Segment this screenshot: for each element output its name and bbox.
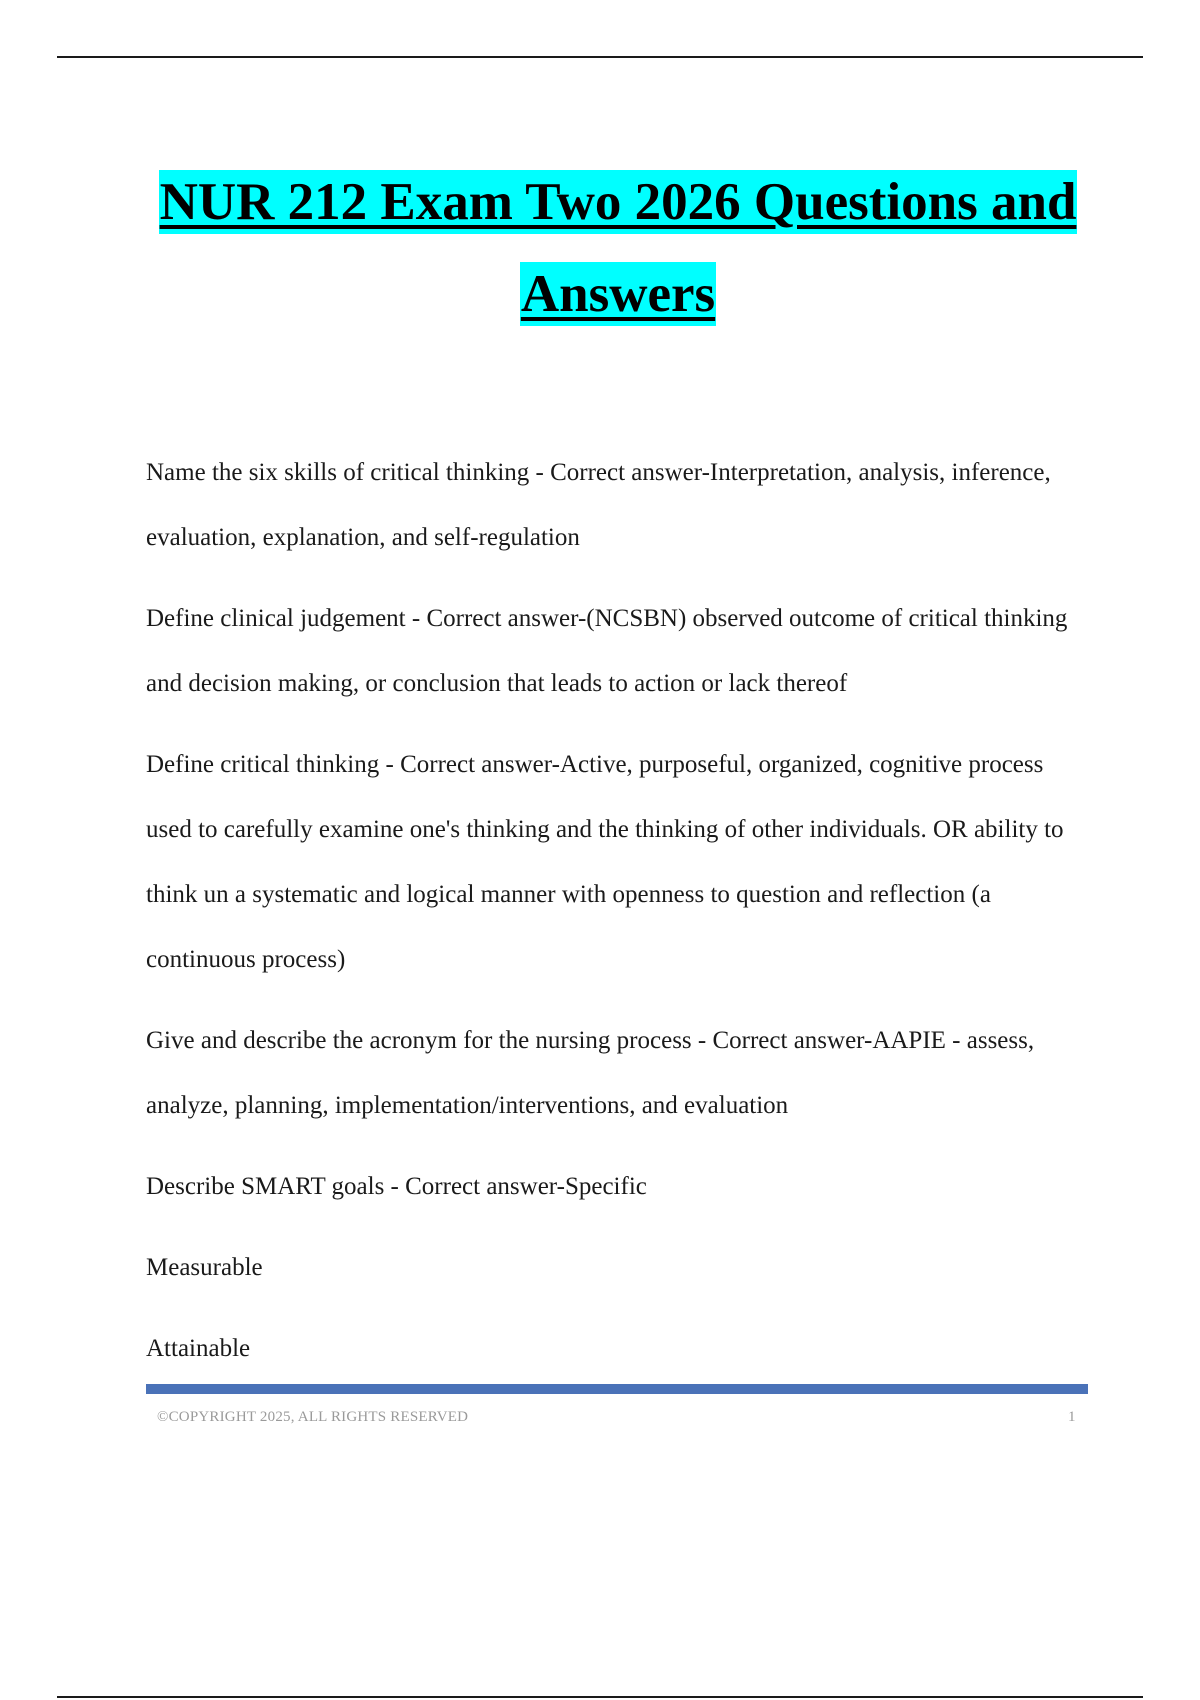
qa-entry-1: Name the six skills of critical thinking - Correct answer-Interpretation, analysis, inference, evaluation, explanation, and self-regulation [146, 459, 1051, 551]
footer-bar [146, 1384, 1088, 1394]
qa-entry-6: Measurable [146, 1254, 263, 1281]
bottom-rule [57, 1696, 1143, 1698]
qa-entry-4: Give and describe the acronym for the nursing process - Correct answer-AAPIE - assess, analyze, planning, implementation/interventions, and evaluation [146, 1027, 1035, 1119]
qa-list [146, 440, 1092, 1397]
title-line-2: Answers [520, 262, 716, 326]
qa-entry-2: Define clinical judgement - Correct answer-(NCSBN) observed outcome of critical thinking and decision making, or conclusion that leads to action or lack thereof [146, 605, 1068, 697]
title-line-1: NUR 212 Exam Two 2026 Questions and [159, 170, 1078, 234]
page-number: 1 [1068, 1409, 1076, 1425]
footer-copyright: ©COPYRIGHT 2025, ALL RIGHTS RESERVED [157, 1409, 469, 1425]
qa-entry-7: Attainable [146, 1335, 251, 1362]
qa-entry-3: Define critical thinking - Correct answer-Active, purposeful, organized, cognitive process used to carefully examine one's thinking and the thinking of other individuals. OR ability to think un a systematic and logical manner with openness to question and reflection (a continuous process) [146, 751, 1064, 973]
qa-entry-5: Describe SMART goals - Correct answer-Specific [146, 1173, 647, 1200]
document-title [0, 170, 1200, 354]
top-rule [57, 56, 1143, 58]
